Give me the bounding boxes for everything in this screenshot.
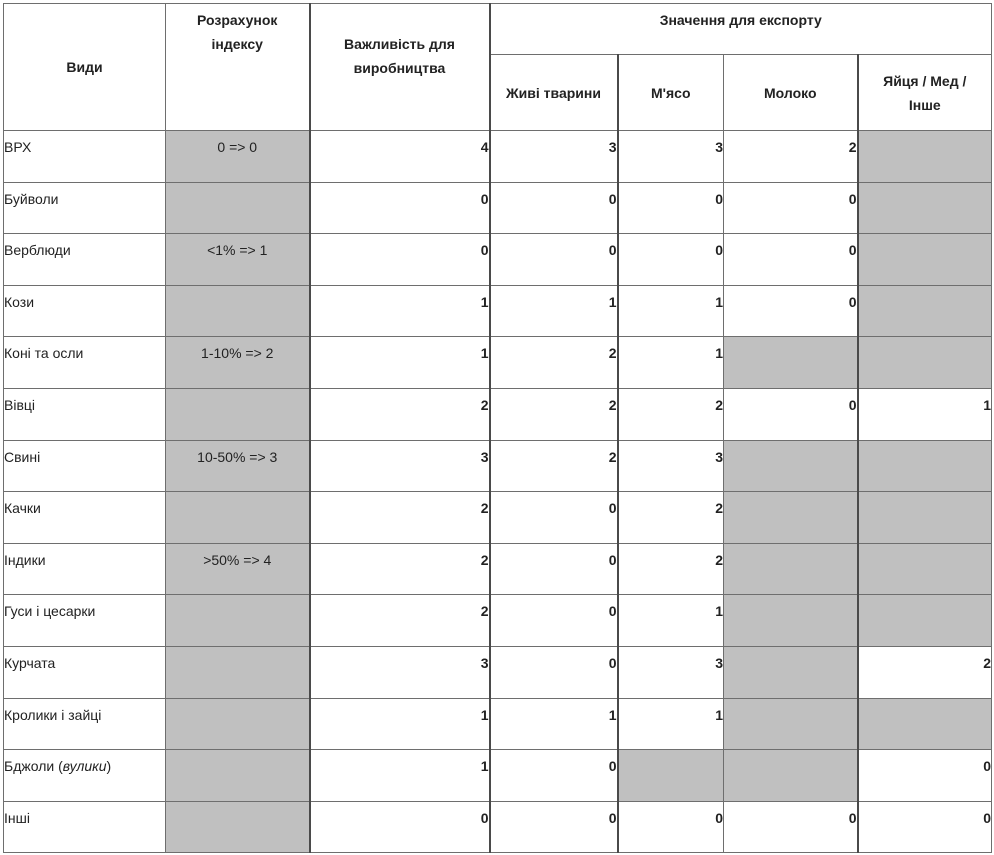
importance-cell: 1 [310,750,490,802]
live-animals-cell: 1 [490,698,618,750]
species-cell [4,388,166,440]
other-cell [858,492,992,544]
species-cell [4,595,166,647]
table-row [4,388,992,440]
header-milk: Молоко [724,55,858,131]
milk-cell: 0 [724,801,858,853]
live-animals-cell: 0 [490,646,618,698]
milk-cell [724,698,858,750]
importance-cell: 2 [310,595,490,647]
meat-cell: 0 [618,182,724,234]
live-animals-cell: 0 [490,234,618,286]
other-cell [858,337,992,389]
meat-cell: 0 [618,234,724,286]
milk-cell [724,646,858,698]
header-importance [310,4,490,131]
meat-cell: 2 [618,543,724,595]
header-index-calc-line1: Розрахунок [197,12,278,28]
species-name: Верблюди [4,242,71,259]
milk-cell [724,337,858,389]
importance-cell: 0 [310,801,490,853]
milk-cell: 2 [724,131,858,183]
meat-cell: 3 [618,131,724,183]
meat-cell: 3 [618,440,724,492]
milk-cell [724,750,858,802]
milk-cell [724,543,858,595]
live-animals-cell: 0 [490,801,618,853]
table-row [4,646,992,698]
importance-cell: 1 [310,285,490,337]
index-cell [166,492,310,544]
live-animals-cell: 3 [490,131,618,183]
species-name: Кролики і зайці [4,706,102,723]
table-row [4,182,992,234]
other-cell: 1 [858,388,992,440]
species-cell [4,440,166,492]
index-cell [166,388,310,440]
importance-cell: 0 [310,234,490,286]
table-row [4,595,992,647]
header-index-calc [166,4,310,131]
importance-cell: 3 [310,440,490,492]
other-cell [858,285,992,337]
index-cell [166,182,310,234]
header-species: Види [4,4,166,131]
species-cell [4,646,166,698]
table-row [4,131,992,183]
importance-cell: 2 [310,492,490,544]
index-cell [166,801,310,853]
table-row [4,543,992,595]
other-cell: 0 [858,750,992,802]
other-cell: 2 [858,646,992,698]
index-cell [166,646,310,698]
species-name-note: вулики [62,758,107,775]
milk-cell: 0 [724,388,858,440]
species-name: Бджоли [4,758,55,775]
header-other-line1: Яйця / Мед / [883,72,967,89]
species-name: Гуси і цесарки [4,603,96,620]
table-row [4,750,992,802]
index-cell [166,698,310,750]
species-name: Інші [4,809,30,826]
meat-cell: 0 [618,801,724,853]
other-cell [858,440,992,492]
species-name: Вівці [4,396,36,413]
live-animals-cell: 0 [490,182,618,234]
meat-cell: 3 [618,646,724,698]
index-cell [166,595,310,647]
index-cell: >50% => 4 [166,543,310,595]
live-animals-cell: 1 [490,285,618,337]
index-cell: <1% => 1 [166,234,310,286]
table-row [4,337,992,389]
species-cell [4,131,166,183]
milk-cell [724,440,858,492]
species-cell: Бджоли (вулики) [4,750,166,802]
meat-cell: 1 [618,595,724,647]
meat-cell: 1 [618,285,724,337]
meat-cell: 1 [618,698,724,750]
live-animals-cell: 0 [490,750,618,802]
index-cell [166,285,310,337]
species-cell [4,801,166,853]
species-name: Буйволи [4,190,59,207]
meat-cell: 2 [618,388,724,440]
importance-cell: 3 [310,646,490,698]
header-meat: М'ясо [618,55,724,131]
table-row [4,234,992,286]
header-other-line2: Інше [908,96,941,113]
importance-cell: 2 [310,543,490,595]
other-cell [858,234,992,286]
header-importance-line1: Важливість для [344,36,455,52]
importance-cell: 1 [310,698,490,750]
meat-cell: 1 [618,337,724,389]
index-cell [166,750,310,802]
table-row [4,698,992,750]
importance-cell: 0 [310,182,490,234]
table-row [4,440,992,492]
other-cell [858,698,992,750]
other-cell [858,131,992,183]
header-importance-line2: виробництва [353,60,446,76]
species-name: Індики [4,551,46,568]
table-row [4,492,992,544]
header-eggs-honey-other [858,55,992,131]
index-cell: 0 => 0 [166,131,310,183]
index-cell: 10-50% => 3 [166,440,310,492]
header-export-group: Значення для експорту [490,4,992,55]
species-cell [4,182,166,234]
species-name: Кози [4,293,35,310]
table-body [4,131,992,853]
header-live-animals: Живі тварини [490,55,618,131]
live-animals-cell: 0 [490,543,618,595]
milk-cell: 0 [724,234,858,286]
meat-cell: 2 [618,492,724,544]
live-animals-cell: 2 [490,337,618,389]
milk-cell: 0 [724,182,858,234]
other-cell: 0 [858,801,992,853]
species-name: Свині [4,448,41,465]
other-cell [858,543,992,595]
species-name: Курчата [4,654,56,671]
other-cell [858,182,992,234]
species-cell [4,234,166,286]
meat-cell [618,750,724,802]
milk-cell [724,595,858,647]
livestock-index-table [3,3,992,853]
species-name: Коні та осли [4,345,84,362]
header-index-calc-line2: індексу [211,36,263,52]
other-cell [858,595,992,647]
species-cell [4,543,166,595]
table-row [4,801,992,853]
milk-cell: 0 [724,285,858,337]
importance-cell: 4 [310,131,490,183]
species-cell [4,492,166,544]
live-animals-cell: 2 [490,440,618,492]
species-cell [4,698,166,750]
live-animals-cell: 0 [490,595,618,647]
table-row [4,285,992,337]
milk-cell [724,492,858,544]
species-name: ВРХ [4,139,32,155]
live-animals-cell: 0 [490,492,618,544]
live-animals-cell: 2 [490,388,618,440]
species-name: Качки [4,500,41,517]
species-cell [4,337,166,389]
index-cell: 1-10% => 2 [166,337,310,389]
species-cell [4,285,166,337]
importance-cell: 1 [310,337,490,389]
importance-cell: 2 [310,388,490,440]
